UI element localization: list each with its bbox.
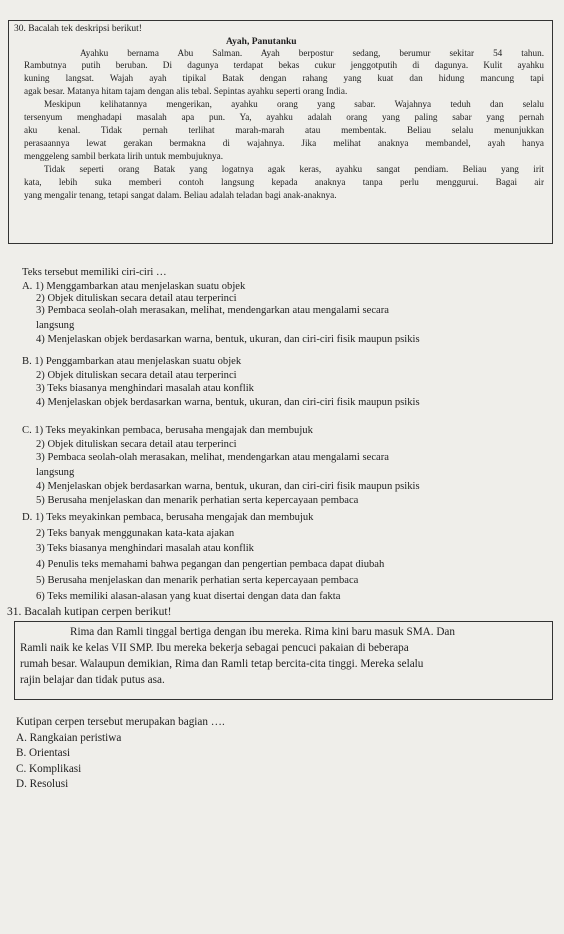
option-a-line: 4) Menjelaskan objek berdasarkan warna, bentuk, ukuran, dan ciri-ciri fisik maupun psikis	[36, 334, 420, 345]
passage-title: Ayah, Panutanku	[226, 37, 297, 47]
passage-line: perasaannya lewat gerakan bermakna di wajahnya. Jika melihat anaknya membandel, ayah hanya	[24, 138, 544, 148]
option-d-line: 2) Teks banyak menggunakan kata-kata ajakan	[36, 528, 235, 539]
option-a-line: A. 1) Menggambarkan atau menjelaskan suatu objek	[22, 281, 246, 292]
excerpt-line: Rima dan Ramli tinggal bertiga dengan ibu mereka. Rima kini baru masuk SMA. Dan	[70, 626, 455, 638]
option-b-line: 2) Objek dituliskan secara detail atau terperinci	[36, 370, 237, 381]
option-d-line: 6) Teks memiliki alasan-alasan yang kuat disertai dengan data dan fakta	[36, 591, 341, 602]
passage-line: menggeleng sambil berkata lirih untuk membujuknya.	[24, 151, 224, 161]
option-d-line: 4) Penulis teks memahami bahwa pegangan dan pengertian pembaca dapat diubah	[36, 559, 385, 570]
option-c-line: 2) Objek dituliskan secara detail atau terperinci	[36, 439, 237, 450]
passage-line: kata, lebih suka memberi contoh langsung kepada anaknya tanpa perlu menggurui. Bagai air	[24, 177, 544, 187]
passage-line: Rambutnya putih beruban. Di dagunya terdapat bekas cukur jenggotputih di dagunya. Kulit ayahku	[24, 60, 544, 70]
option-b-line: B. 1) Penggambarkan atau menjelaskan suatu objek	[22, 356, 242, 367]
question-30-instruction: 30. Bacalah tek deskripsi berikut!	[14, 24, 142, 34]
option-b-line: 3) Teks biasanya menghindari masalah atau konflik	[36, 383, 254, 394]
q31-option-c[interactable]: C. Komplikasi	[16, 763, 82, 775]
q31-option-b[interactable]: B. Orientasi	[16, 747, 71, 759]
passage-line: agak besar. Matanya hitam tajam dengan alis tebal. Sepintas ayahku seperti orang India.	[24, 86, 348, 96]
excerpt-line: Ramli naik ke kelas VII SMP. Ibu mereka bekerja sebagai pencuci pakaian di beberapa	[20, 642, 409, 654]
option-a-line: langsung	[36, 320, 75, 331]
passage-line: kuning langsat. Wajah ayah tipikal Batak dengan rahang yang kuat dan hidung mancung tapi	[24, 73, 544, 83]
option-c-line: langsung	[36, 467, 75, 478]
q31-option-d[interactable]: D. Resolusi	[16, 778, 69, 790]
question-30-stem: Teks tersebut memiliki ciri-ciri …	[22, 267, 167, 278]
option-c-line: 5) Berusaha menjelaskan dan menarik perhatian serta kepercayaan pembaca	[36, 495, 359, 506]
option-d-line: D. 1) Teks meyakinkan pembaca, berusaha mengajak dan membujuk	[22, 512, 314, 523]
option-d-line: 3) Teks biasanya menghindari masalah atau konflik	[36, 543, 254, 554]
option-c-line: 4) Menjelaskan objek berdasarkan warna, bentuk, ukuran, dan ciri-ciri fisik maupun psikis	[36, 481, 420, 492]
question-31-stem: Kutipan cerpen tersebut merupakan bagian ….	[16, 716, 225, 728]
passage-line: Ayahku bernama Abu Salman. Ayah berpostur sedang, berumur sekitar 54 tahun.	[80, 48, 544, 58]
excerpt-line: rumah besar. Walaupun demikian, Rima dan Ramli tetap bercita-cita tinggi. Mereka selalu	[20, 658, 424, 670]
passage-line: aku kenal. Tidak pernah terlihat marah-marah atau membentak. Beliau selalu menunjukkan	[24, 125, 544, 135]
option-b-line: 4) Menjelaskan objek berdasarkan warna, bentuk, ukuran, dan ciri-ciri fisik maupun psikis	[36, 397, 420, 408]
option-a-line: 2) Objek dituliskan secara detail atau terperinci	[36, 293, 237, 304]
passage-line: yang mengalir tenang, tetapi sangat dalam. Beliau adalah teladan bagi anak-anaknya.	[24, 190, 337, 200]
question-31-instruction: 31. Bacalah kutipan cerpen berikut!	[7, 606, 172, 618]
excerpt-line: rajin belajar dan tidak putus asa.	[20, 674, 165, 686]
q31-option-a[interactable]: A. Rangkaian peristiwa	[16, 732, 122, 744]
passage-line: Meskipun kelihatannya mengerikan, ayahku orang yang sabar. Wajahnya teduh dan selalu	[44, 99, 544, 109]
option-c-line: C. 1) Teks meyakinkan pembaca, berusaha mengajak dan membujuk	[22, 425, 313, 436]
passage-line: Tidak seperti orang Batak yang logatnya agak keras, ayahku sangat pendiam. Beliau yang irit	[44, 164, 544, 174]
option-a-line: 3) Pembaca seolah-olah merasakan, melihat, mendengarkan atau mengalami secara	[36, 305, 389, 316]
option-c-line: 3) Pembaca seolah-olah merasakan, melihat, mendengarkan atau mengalami secara	[36, 452, 389, 463]
option-d-line: 5) Berusaha menjelaskan dan menarik perhatian serta kepercayaan pembaca	[36, 575, 359, 586]
passage-line: tersenyum menghadapi masalah apa pun. Ya, ayahku adalah orang yang paling sabar yang pernah	[24, 112, 544, 122]
